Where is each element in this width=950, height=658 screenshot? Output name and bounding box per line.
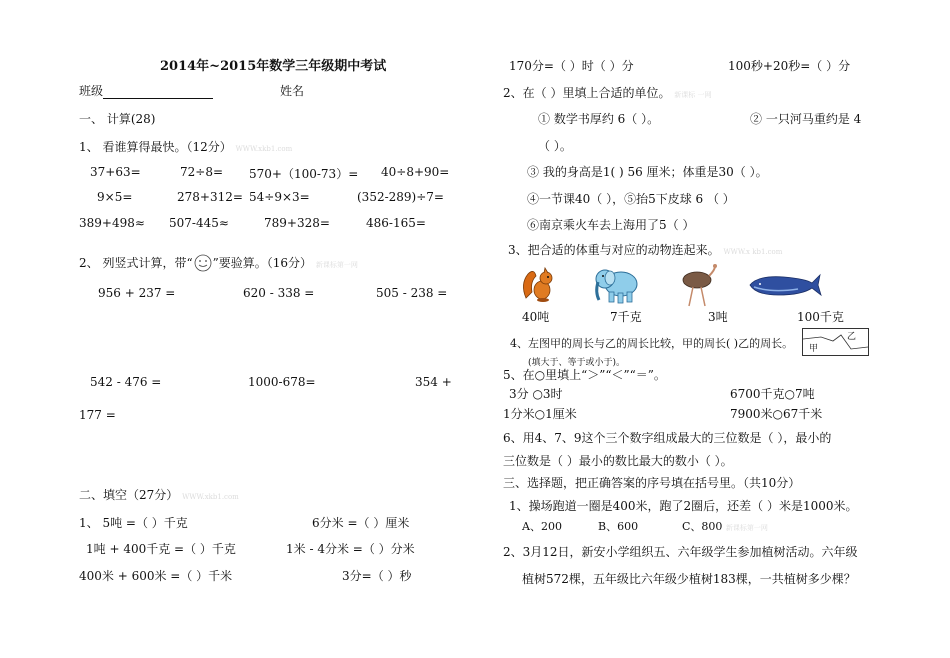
jia-label: 甲 (809, 344, 819, 354)
yi-label: 乙 (847, 332, 857, 342)
s2-q6-line1: 6、用4、7、9这个三个数字组成最大的三位数是（ ），最小的 (503, 431, 832, 445)
fill-item: 100秒+20秒=（ ）分 (728, 59, 851, 73)
section2-heading-text: 二、填空（27分） (79, 488, 179, 502)
section1-heading: 一、 计算(28) (79, 112, 156, 126)
s3-q1-text: 1、操场跑道一圈是400米，跑了2圈后，还差（ ）米是1000米。 (509, 499, 858, 513)
unit-item: ④一节课40（ ），⑤抬5下皮球 6 （ ） (527, 192, 735, 206)
option-c (682, 518, 768, 534)
page-title: 2014年~2015年数学三年级期中考试 (160, 59, 387, 74)
calc-item: 486-165= (366, 216, 426, 230)
watermark: 新课标 一网 (674, 91, 712, 99)
calc-item: 72÷8= (180, 165, 224, 179)
vertical-calc: 542 - 476 = (90, 375, 162, 389)
name-label: 姓名 (280, 84, 305, 98)
s2-q5-label: 5、在○里填上“＞”“＜”“＝”。 (503, 368, 666, 382)
watermark: 新课标第一网 (725, 524, 768, 532)
smiley-icon (193, 256, 213, 272)
weight-label: 7千克 (610, 310, 642, 324)
vertical-calc: 354 + (415, 375, 452, 389)
compare-item: 1分米○1厘米 (503, 407, 577, 421)
calc-item: 278+312= (177, 190, 243, 204)
class-label: 班级 (79, 84, 104, 98)
fill-item: 400米 + 600米 =（ ）千米 (79, 569, 233, 583)
unit-item: ③ 我的身高是1( ) 56 厘米；体重是30（ ）。 (527, 165, 768, 179)
watermark: WWW.x kb1.com (723, 248, 783, 256)
unit-item: ② 一只河马重约是 4 (750, 112, 862, 126)
fill-item: 1米 - 4分米 =（ ）分米 (286, 542, 415, 556)
calc-item: (352-289)÷7= (357, 190, 444, 204)
ostrich-picture (675, 264, 723, 308)
s2-q3-label-text: 3、把合适的体重与对应的动物连起来。 (508, 243, 720, 257)
s2-q4-label: 4、左图甲的周长与乙的周长比较，甲的周长( )乙的周长。 (510, 337, 794, 350)
calc-item: 37+63= (90, 165, 141, 179)
section1-q2-label (79, 254, 358, 272)
class-blank[interactable] (103, 86, 213, 99)
vertical-calc: 956 + 237 = (98, 286, 176, 300)
s2-q2-label (503, 84, 712, 101)
q2-label-pre: 2、 列竖式计算，带“ (79, 256, 193, 270)
weight-label: 40吨 (522, 310, 550, 324)
fill-item: 6分米 =（ ）厘米 (312, 516, 410, 530)
q2-label-post: ”要验算。（16分） (212, 256, 312, 270)
q1-label-text: 1、 看谁算得最快。（12分） (79, 140, 232, 154)
vertical-calc: 620 - 338 = (243, 286, 315, 300)
whale-picture (748, 271, 822, 301)
watermark: WWW.xkb1.com (182, 493, 239, 501)
s2-q4-hint: (填大于、等于或小于)。 (528, 358, 626, 368)
s2-q2-label-text: 2、在（ ）里填上合适的单位。 (503, 86, 671, 100)
s3-q2-line2: 植树572棵，五年级比六年级少植树183棵，一共植树多少棵？ (522, 572, 856, 586)
class-field (79, 82, 213, 99)
section2-heading (79, 486, 239, 503)
compare-item: 6700千克○7吨 (730, 387, 815, 401)
unit-item: （ ）。 (538, 139, 572, 153)
calc-item: 389+498≈ (79, 216, 145, 230)
s2-q3-label (508, 241, 782, 258)
vertical-calc: 505 - 238 = (376, 286, 448, 300)
unit-item: ① 数学书厚约 6（ ）。 (538, 112, 660, 126)
calc-item: 570+（100-73）= (249, 167, 359, 181)
option-c-text: C、800 (682, 520, 723, 533)
perimeter-figure (802, 328, 869, 356)
section3-heading: 三、选择题，把正确答案的序号填在括号里。（共10分） (503, 476, 801, 490)
fill-item: 170分=（ ）时（ ）分 (509, 59, 634, 73)
calc-item: 9×5= (97, 190, 133, 204)
weight-label: 100千克 (797, 310, 844, 324)
s3-q2-line1: 2、3月12日，新安小学组织五、六年级学生参加植树活动。六年级 (503, 545, 858, 559)
fill-item: 1吨 + 400千克 =（ ）千克 (86, 542, 236, 556)
vertical-calc: 177 = (79, 408, 116, 422)
calc-item: 789+328= (264, 216, 330, 230)
calc-item: 507-445≈ (169, 216, 229, 230)
option-b: B、600 (598, 520, 639, 533)
watermark: 新课标第一网 (315, 261, 358, 269)
fill-item: 3分=（ ）秒 (342, 569, 412, 583)
weight-label: 3吨 (708, 310, 728, 324)
unit-item: ⑥南京乘火车去上海用了5（ ） (527, 218, 695, 232)
option-a: A、200 (522, 520, 562, 533)
compare-item: 7900米○67千米 (730, 407, 823, 421)
squirrel-picture (518, 264, 558, 304)
compare-item: 3分 ○3时 (509, 387, 563, 401)
calc-item: 40÷8+90= (381, 165, 450, 179)
section1-q1-label (79, 138, 292, 155)
vertical-calc: 1000-678= (248, 375, 316, 389)
elephant-picture (593, 262, 641, 306)
fill-item: 1、 5吨 =（ ）千克 (79, 516, 188, 530)
s2-q6-line2: 三位数是（ ）最小的数比最大的数小（ ）。 (503, 454, 733, 468)
calc-item: 54÷9×3= (249, 190, 310, 204)
watermark: WWW.xkb1.com (235, 145, 293, 153)
